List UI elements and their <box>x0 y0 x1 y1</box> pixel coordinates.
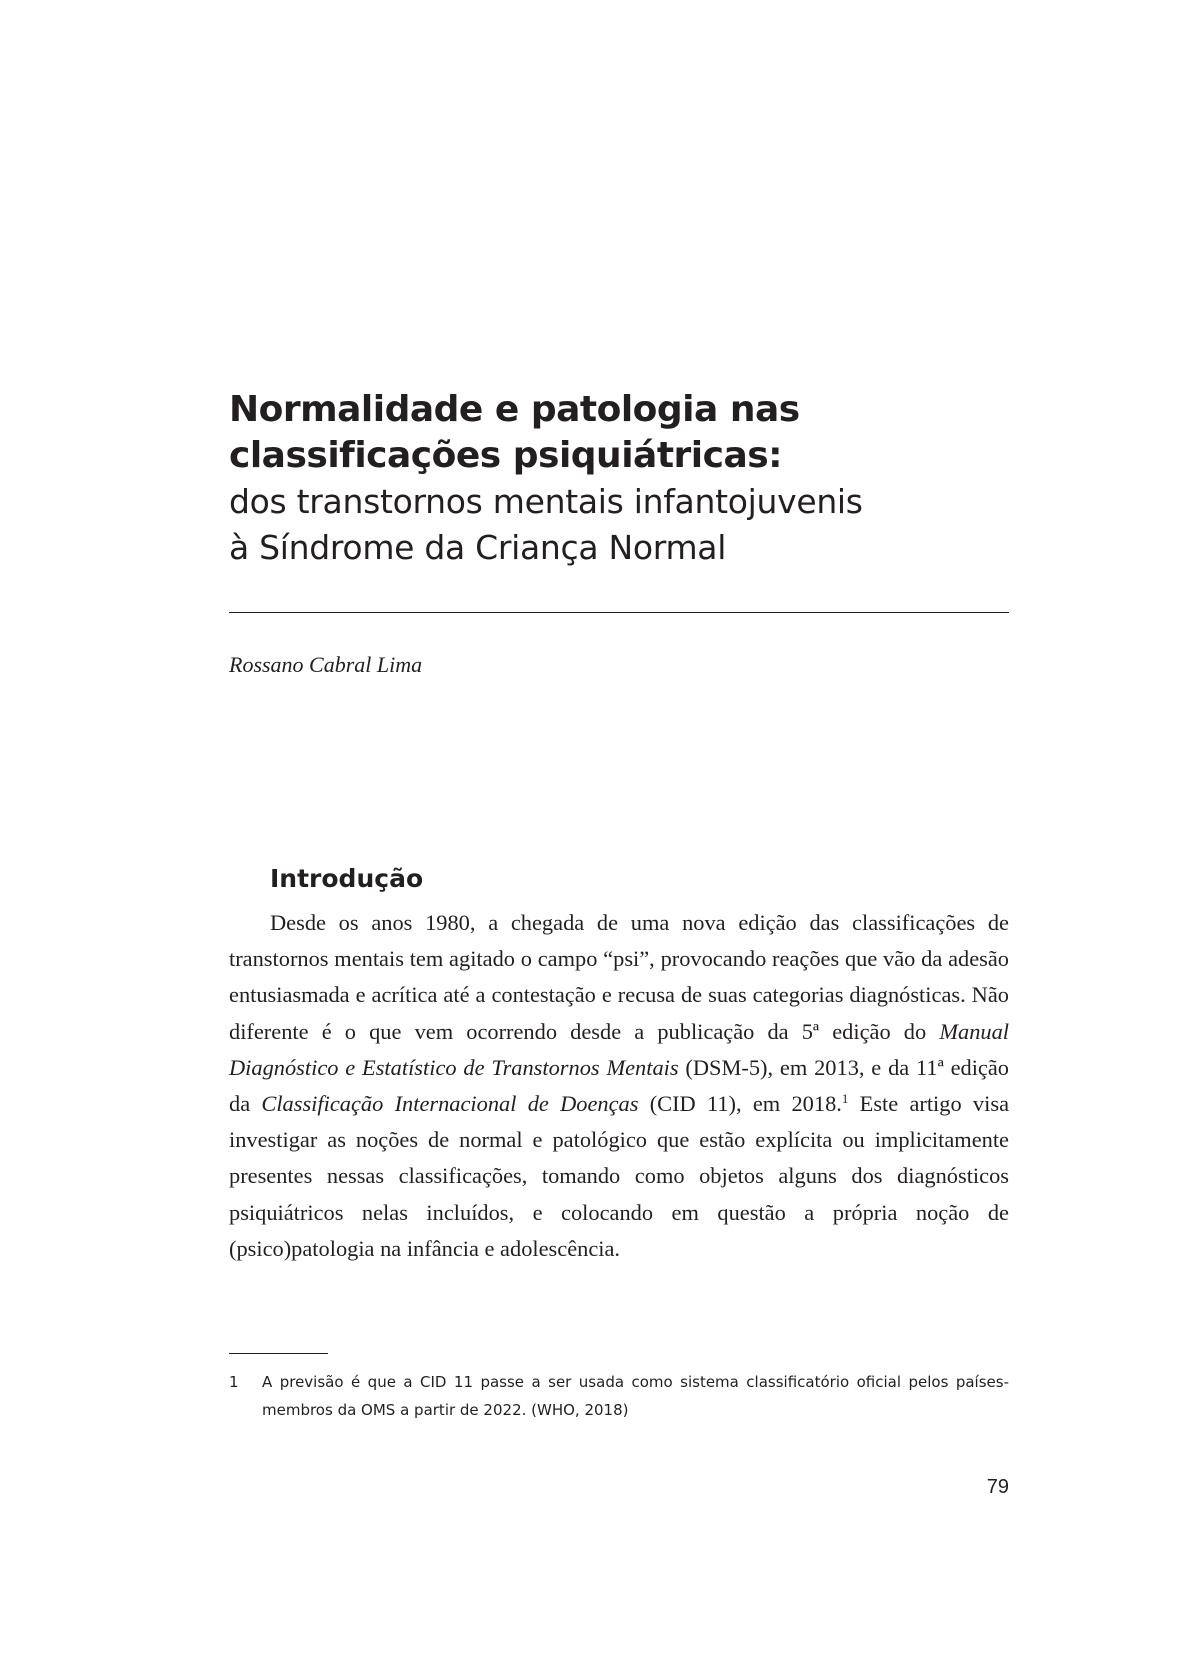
footnote-reference: 1 <box>841 1091 849 1107</box>
paragraph-italic-cid-title: Classificação Internacional de Doenças <box>261 1091 639 1117</box>
subtitle-line-1: dos transtornos mentais infantojuvenis <box>229 482 863 521</box>
paragraph-text-1: Desde os anos 1980, a chegada de uma nova edição das classificações de transtornos mentais tem agitado o campo “psi”, provocando reações que vão da adesão entusiasmada e acrítica até a contestação e recusa de suas categorias diagnósticas. Não diferente é o que vem ocorrendo desde a publicação da 5ª edição do <box>229 910 1009 1044</box>
paragraph-italic-dsm-title: Manual Diagnóstico e Estatístico de Transtornos Mentais <box>229 1018 1009 1080</box>
paragraph-text-2: (DSM-5), em 2013, e da 11ª edição da <box>229 1054 1010 1117</box>
title-divider <box>229 612 1009 613</box>
footnote-divider <box>229 1353 328 1354</box>
page-number: 79 <box>986 1476 1009 1498</box>
paragraph-text-4: Este artigo visa investigar as noções de normal e patológico que estão explícita ou implicitamente presentes nessas classificações, tomando como objetos alguns dos diagnósticos psiquiátricos nelas incluídos, e colocando em questão a própria noção de (psico)patologia na infância e adolescência. <box>229 1091 1010 1261</box>
title-main-line-1: Normalidade e patologia nas <box>229 389 800 430</box>
title-main-line-2: classificações psiquiátricas: <box>229 435 783 476</box>
author-name: Rossano Cabral Lima <box>229 652 423 677</box>
paragraph-text-3: (CID 11), em 2018. <box>638 1091 842 1117</box>
footnote-number: 1 <box>229 1373 239 1391</box>
chapter-title <box>229 387 1009 571</box>
footnote-text: A previsão é que a CID 11 passe a ser usada como sistema classificatório oficial pelos países-membros da OMS a partir de 2022. (WHO, 2018) <box>262 1373 1009 1419</box>
footnote <box>229 1368 1009 1424</box>
subtitle-line-2: à Síndrome da Criança Normal <box>229 528 727 567</box>
section-heading: Introdução <box>270 864 424 893</box>
body-paragraph <box>229 905 1009 1267</box>
